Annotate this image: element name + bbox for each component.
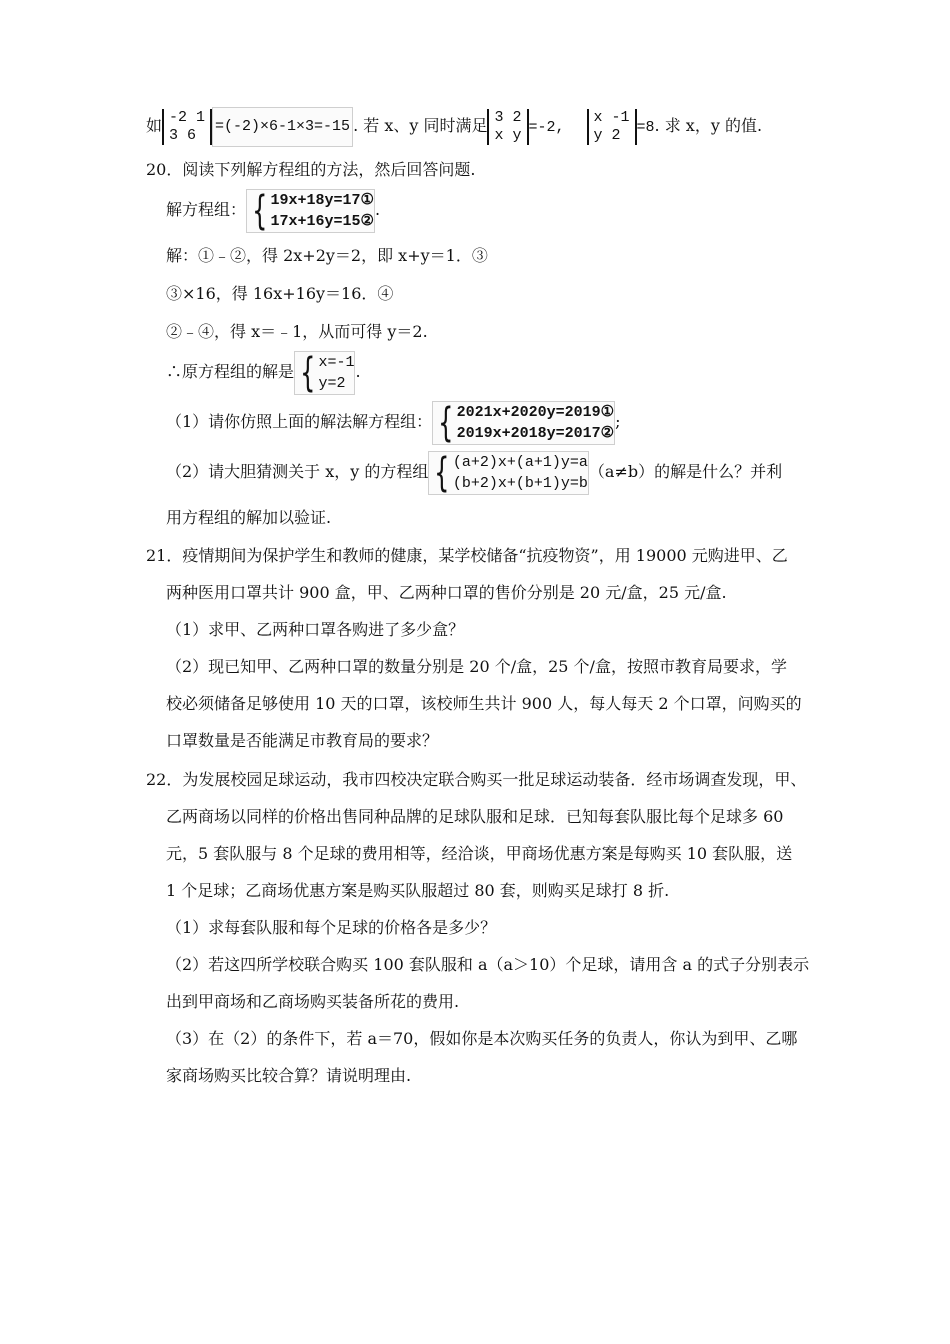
q20-conclusion-label: ∴原方程组的解是	[166, 362, 295, 381]
q20-step-2: ③×16，得 16x+16y＝16．④	[166, 284, 394, 303]
q22-part2-line2: 出到甲商场和乙商场购买装备所花的费用.	[166, 992, 460, 1011]
q21-part2-line3: 口罩数量是否能满足市教育局的要求？	[166, 731, 439, 750]
q22-line3: 元，5 套队服与 8 个足球的费用相等，经洽谈，甲商场优惠方案是每购买 10 套队服，送	[166, 844, 793, 863]
q20-step-3: ②﹣④，得 x＝﹣1，从而可得 y＝2.	[166, 322, 428, 341]
det2-row1: 3 2	[494, 108, 522, 126]
q21-part1: （1）求甲、乙两种口罩各购进了多少盒？	[166, 620, 465, 639]
q21-line2: 两种医用口罩共计 900 盒，甲、乙两种口罩的售价分别是 20 元/盒，25 元/盒.	[166, 583, 727, 602]
q20-system-label: 解方程组：	[166, 200, 247, 219]
part1-equation-2: 2019x+2018y=2017②	[456, 424, 615, 442]
q20-part2-line2: 用方程组的解加以验证.	[166, 508, 332, 527]
q20-part2-line	[166, 448, 782, 496]
solution-y: y=2	[318, 374, 346, 392]
det2-row2: x y	[494, 126, 522, 144]
q21-line1: 21．疫情期间为保护学生和教师的健康，某学校储备“抗疫物资”，用 19000 元购进甲、乙	[146, 546, 788, 565]
q19-line	[146, 104, 762, 148]
q20-title: 20．阅读下列解方程组的方法，然后回答问题.	[146, 160, 476, 179]
equation-2: 17x+16y=15②	[270, 212, 374, 230]
equation-system	[246, 189, 375, 233]
part2-equation-2: (b+2)x+(b+1)y=b	[452, 474, 588, 492]
q22-part3-line2: 家商场购买比较合算？请说明理由.	[166, 1066, 412, 1085]
det-calculation: =(-2)×6-1×3=-15	[212, 107, 353, 147]
q22-part3-line1: （3）在（2）的条件下，若 a＝70，假如你是本次购买任务的负责人，你认为到甲、乙哪	[166, 1029, 798, 1048]
q21-part2-line1: （2）现已知甲、乙两种口罩的数量分别是 20 个/盒，25 个/盒，按照市教育局要求，学	[166, 657, 787, 676]
det3-row2: y 2	[593, 126, 621, 144]
q19-ask: . 求 x，y 的值.	[654, 116, 763, 135]
q22-part2-line1: （2）若这四所学校联合购买 100 套队服和 a（a＞10）个足球，请用含 a 的式子分别表示	[166, 955, 810, 974]
determinant-1	[162, 109, 212, 145]
q20-step-1: 解：①﹣②，得 2x+2y＝2，即 x+y＝1．③	[166, 246, 488, 265]
q20-part1-line	[166, 398, 621, 446]
det3-row1: x -1	[593, 108, 630, 126]
q20-system-end: .	[374, 200, 381, 219]
q20-part2-tail: （a≠b）的解是什么？并利	[588, 462, 783, 481]
solution-x: x=-1	[318, 353, 355, 371]
q20-part1-label: （1）请你仿照上面的解法解方程组：	[166, 412, 433, 431]
q22-part1: （1）求每套队服和每个足球的价格各是多少？	[166, 918, 497, 937]
q19-prefix: 如	[146, 116, 163, 135]
det2-value: =-2,	[528, 119, 565, 136]
left-brace-icon: {	[252, 187, 268, 234]
left-brace-icon: {	[300, 349, 316, 396]
q20-conclusion-line	[166, 348, 361, 396]
left-brace-icon: {	[434, 449, 450, 496]
q22-line1: 22．为发展校园足球运动，我市四校决定联合购买一批足球运动装备．经市场调查发现，甲、	[146, 770, 807, 789]
det1-row2: 3 6	[169, 126, 197, 144]
equation-1: 19x+18y=17①	[270, 191, 374, 209]
det3-value: =8	[636, 119, 655, 136]
part1-equation-1: 2021x+2020y=2019①	[456, 403, 615, 421]
q20-part1-end: ;	[615, 412, 621, 431]
q20-conclusion-end: .	[355, 362, 361, 381]
q22-line2: 乙两商场以同样的价格出售同种品牌的足球队服和足球．已知每套队服比每个足球多 60	[166, 807, 784, 826]
q22-line4: 1 个足球；乙商场优惠方案是购买队服超过 80 套，则购买足球打 8 折.	[166, 881, 670, 900]
part2-equation-1: (a+2)x+(a+1)y=a	[452, 453, 588, 471]
q20-part2-label: （2）请大胆猜测关于 x，y 的方程组	[166, 462, 429, 481]
determinant-2	[487, 109, 528, 145]
q20-system-line	[166, 186, 380, 234]
part1-equation-system	[432, 401, 615, 445]
left-brace-icon: {	[438, 399, 454, 446]
det1-row1: -2 1	[169, 108, 206, 126]
solution-system	[294, 351, 355, 395]
q19-condition: . 若 x、y 同时满足	[353, 116, 488, 135]
part2-equation-system	[428, 451, 588, 495]
q21-part2-line2: 校必须储备足够使用 10 天的口罩，该校师生共计 900 人，每人每天 2 个口罩，问购买的	[166, 694, 802, 713]
determinant-3	[587, 109, 637, 145]
